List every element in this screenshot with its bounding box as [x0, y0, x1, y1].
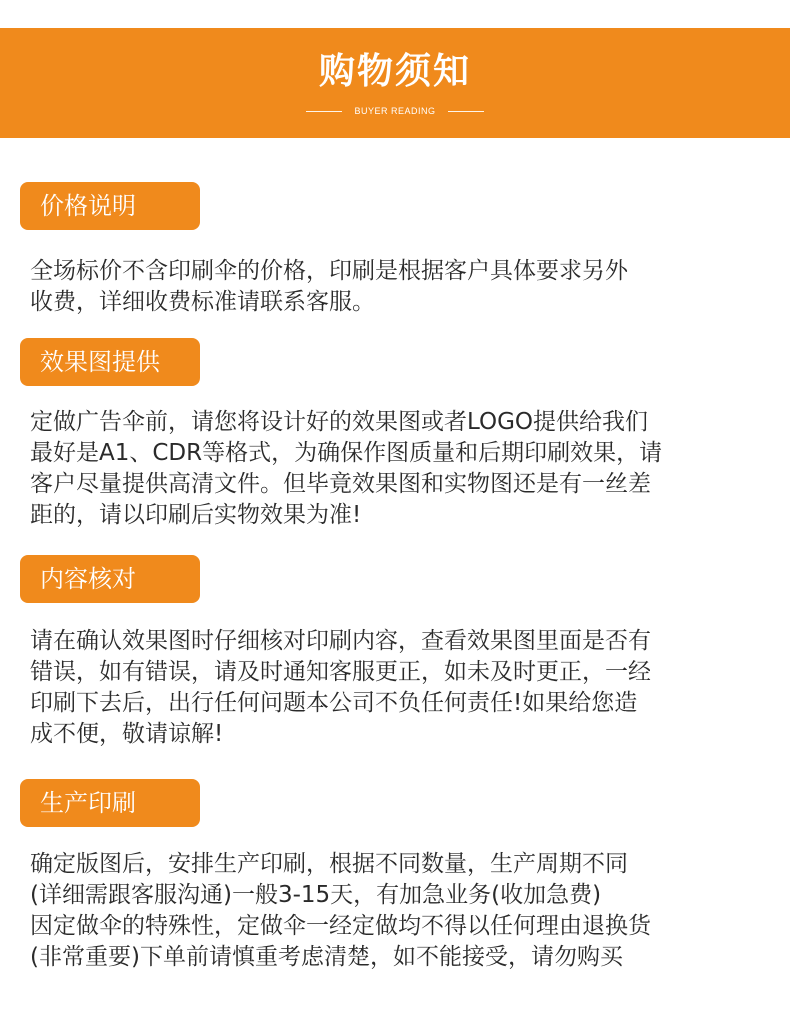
- page-title: 购物须知: [318, 51, 471, 92]
- subtitle-right-divider: [448, 111, 484, 112]
- section-body-check: 请在确认效果图时仔细核对印刷内容，查看效果图里面是否有 错误，如有错误，请及时通知客服更正，如未及时更正，一经 印刷下去后，出行任何问题本公司不负任何责任!如果给您造 成不便，敬请谅解!: [30, 628, 651, 747]
- page-subtitle: BUYER READING: [354, 106, 436, 116]
- section-title-price: 价格说明: [20, 182, 200, 230]
- section-title-check: 内容核对: [20, 555, 200, 603]
- header-banner: [0, 28, 790, 138]
- section-body-price: 全场标价不含印刷伞的价格，印刷是根据客户具体要求另外 收费，详细收费标准请联系客服。: [30, 258, 628, 315]
- section-body-design: 定做广告伞前，请您将设计好的效果图或者LOGO提供给我们 最好是A1、CDR等格式，为确保作图质量和后期印刷效果，请 客户尽量提供高清文件。但毕竟效果图和实物图还是有一丝差 距的，请以印刷后实物效果为准!: [30, 409, 663, 528]
- subtitle-left-divider: [306, 111, 342, 112]
- section-title-production: 生产印刷: [20, 779, 200, 827]
- subtitle-row: [0, 104, 790, 118]
- section-body-production: 确定版图后，安排生产印刷，根据不同数量，生产周期不同 (详细需跟客服沟通)一般3-15天，有加急业务(收加急费) 因定做伞的特殊性，定做伞一经定做均不得以任何理由退换货 (非常重要)下单前请慎重考虑清楚，如不能接受，请勿购买: [30, 851, 651, 970]
- section-title-design: 效果图提供: [20, 338, 200, 386]
